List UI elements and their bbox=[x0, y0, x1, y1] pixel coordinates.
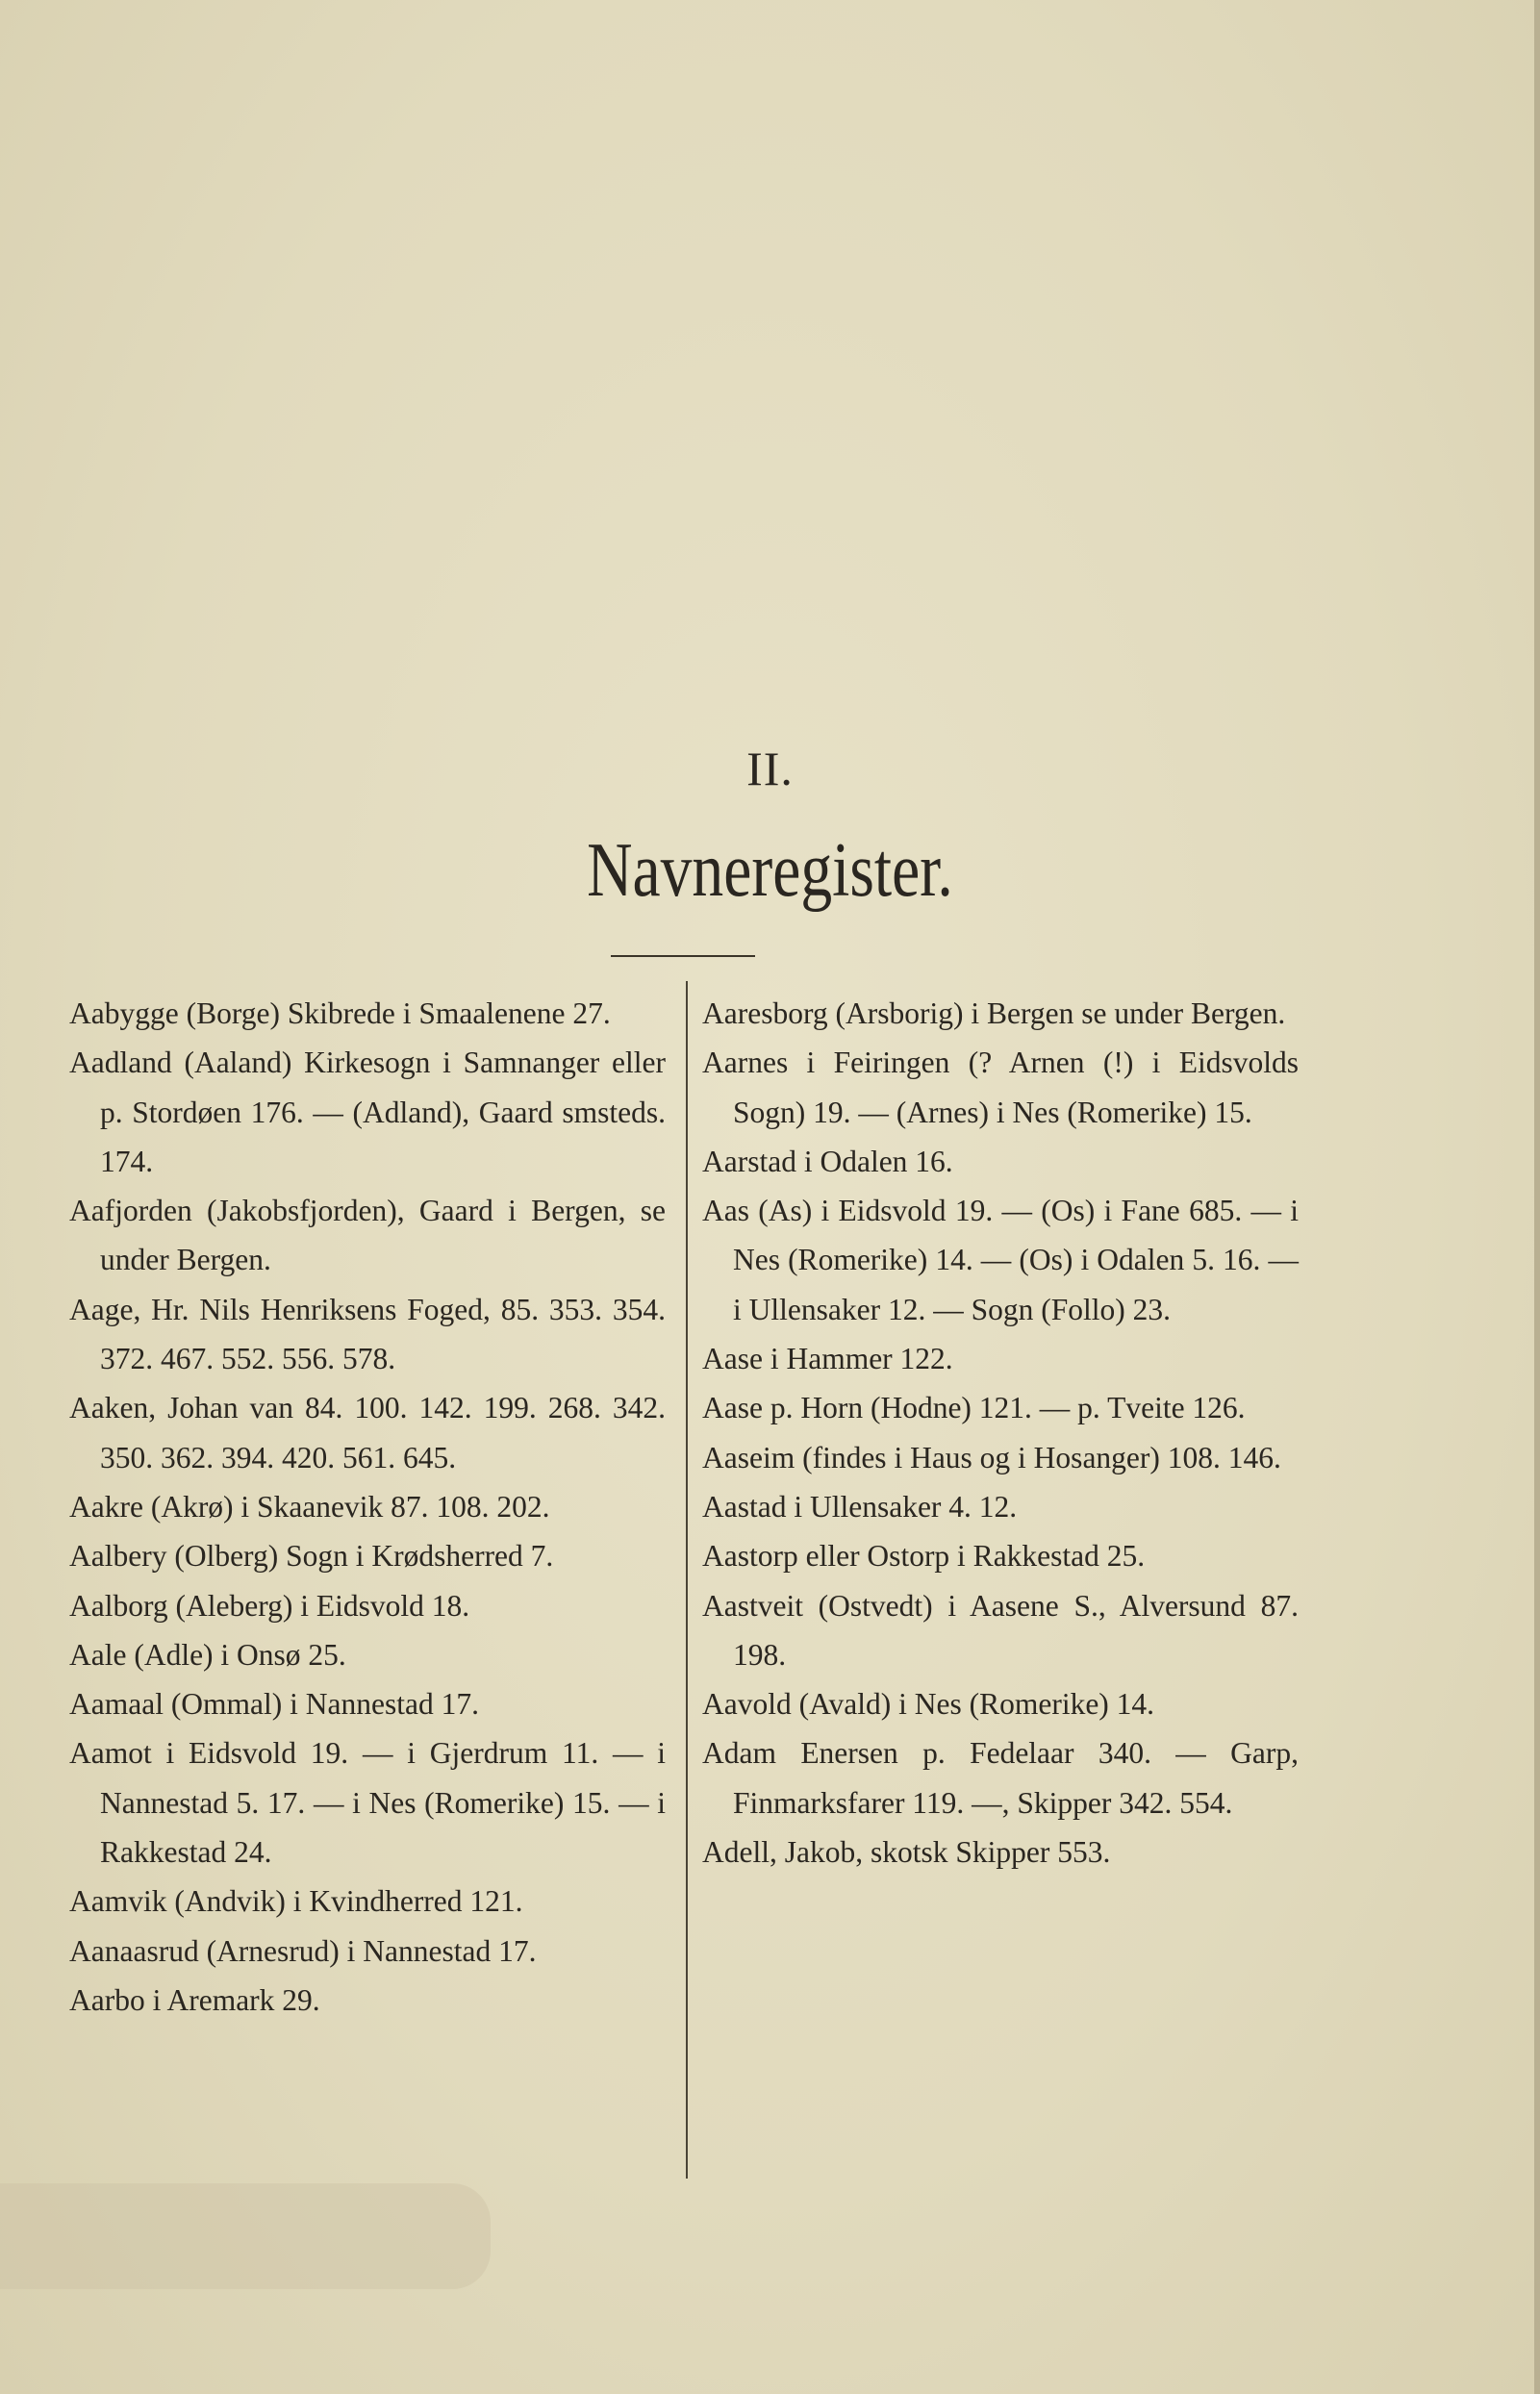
page-title: Navneregister. bbox=[587, 828, 953, 913]
index-entry: Aastveit (Ostvedt) i Aasene S., Alversund 87. 198. bbox=[702, 1588, 1299, 1672]
right-column bbox=[702, 989, 1299, 1877]
index-entry: Aafjorden (Jakobsfjorden), Gaard i Bergen, se under Bergen. bbox=[69, 1194, 666, 1277]
page-edge bbox=[1534, 0, 1540, 2394]
index-entry: Aamvik (Andvik) i Kvindherred 121. bbox=[69, 1884, 523, 1919]
index-entry: Aase p. Horn (Hodne) 121. — p. Tveite 126. bbox=[702, 1391, 1246, 1425]
index-entry: Aalbery (Olberg) Sogn i Krødsherred 7. bbox=[69, 1539, 554, 1574]
column-divider bbox=[686, 981, 688, 2179]
index-entry: Aamaal (Ommal) i Nannestad 17. bbox=[69, 1687, 479, 1722]
index-entry: Aalborg (Aleberg) i Eidsvold 18. bbox=[69, 1588, 470, 1623]
index-entry: Aaken, Johan van 84. 100. 142. 199. 268. 342. 350. 362. 394. 420. 561. 645. bbox=[69, 1391, 666, 1474]
index-entry: Aamot i Eidsvold 19. — i Gjerdrum 11. — i Nannestad 5. 17. — i Nes (Romerike) 15. — i Rakkestad 24. bbox=[69, 1736, 666, 1870]
index-entry: Aarstad i Odalen 16. bbox=[702, 1144, 953, 1178]
paper-stain bbox=[0, 2183, 491, 2289]
index-entry: Aarbo i Aremark 29. bbox=[69, 1982, 320, 2017]
index-entry: Adam Enersen p. Fedelaar 340. — Garp, Finmarksfarer 119. —, Skipper 342. 554. bbox=[702, 1736, 1299, 1820]
index-entry: Adell, Jakob, skotsk Skipper 553. bbox=[702, 1835, 1111, 1870]
index-entry: Aarnes i Feiringen (? Arnen (!) i Eidsvolds Sogn) 19. — (Arnes) i Nes (Romerike) 15. bbox=[702, 1046, 1299, 1129]
index-entry: Aadland (Aaland) Kirkesogn i Samnanger eller p. Stordøen 176. — (Adland), Gaard smsteds. 174. bbox=[69, 1046, 666, 1178]
title-rule bbox=[611, 955, 755, 957]
index-entry: Aakre (Akrø) i Skaanevik 87. 108. 202. bbox=[69, 1489, 550, 1524]
index-entry: Aastad i Ullensaker 4. 12. bbox=[702, 1489, 1018, 1524]
section-numeral: II. bbox=[746, 742, 794, 795]
left-column bbox=[69, 989, 666, 2025]
index-entry: Aabygge (Borge) Skibrede i Smaalenene 27. bbox=[69, 996, 611, 1030]
index-entry: Aaresborg (Arsborig) i Bergen se under Bergen. bbox=[702, 996, 1286, 1030]
index-entry: Aaseim (findes i Haus og i Hosanger) 108. 146. bbox=[702, 1440, 1281, 1474]
index-entry: Aastorp eller Ostorp i Rakkestad 25. bbox=[702, 1539, 1146, 1574]
index-entry: Aale (Adle) i Onsø 25. bbox=[69, 1637, 346, 1672]
index-entry: Aavold (Avald) i Nes (Romerike) 14. bbox=[702, 1687, 1155, 1722]
index-entry: Aas (As) i Eidsvold 19. — (Os) i Fane 685. — i Nes (Romerike) 14. — (Os) i Odalen 5. 16. — i Ullensaker 12. — Sogn (Follo) 23. bbox=[702, 1194, 1299, 1326]
index-entry: Aase i Hammer 122. bbox=[702, 1342, 953, 1376]
index-entry: Aage, Hr. Nils Henriksens Foged, 85. 353. 354. 372. 467. 552. 556. 578. bbox=[69, 1292, 666, 1376]
index-entry: Aanaasrud (Arnesrud) i Nannestad 17. bbox=[69, 1933, 537, 1968]
